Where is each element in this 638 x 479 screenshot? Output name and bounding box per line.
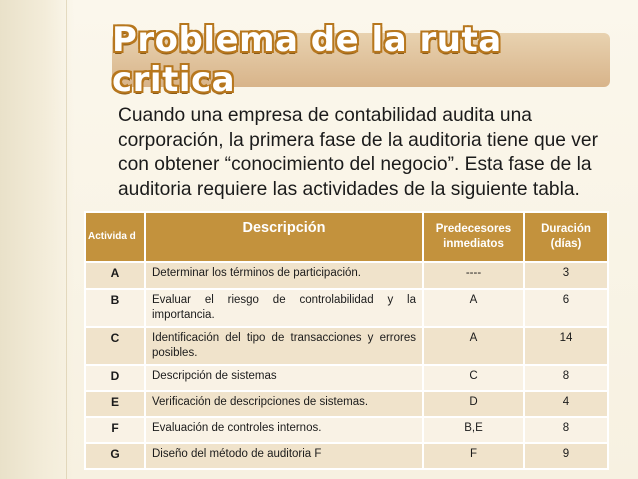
title-banner — [112, 20, 610, 100]
activities-table — [84, 211, 609, 470]
cell-duracion: 8 — [524, 365, 608, 391]
table-row — [85, 262, 608, 289]
cell-predecesores: B,E — [423, 417, 524, 443]
slide-title: Problema de la ruta critica — [112, 20, 502, 100]
table-row — [85, 327, 608, 365]
cell-descripcion: Evaluar el riesgo de controlabilidad y la importancia. — [145, 289, 423, 327]
decorative-side-band — [0, 0, 74, 479]
cell-duracion: 4 — [524, 391, 608, 417]
header-predecesores: Predecesores inmediatos — [423, 212, 524, 262]
decorative-side-line — [66, 0, 67, 479]
cell-duracion: 9 — [524, 443, 608, 469]
intro-paragraph: Cuando una empresa de contabilidad audita una corporación, la primera fase de la auditoria tiene que ver con obtener “conocimiento del negocio”. Esta fase de la auditoria requiere las actividades de la siguiente tabla. — [118, 105, 598, 200]
cell-descripcion: Verificación de descripciones de sistemas. — [145, 391, 423, 417]
cell-actividad: F — [85, 417, 145, 443]
cell-predecesores: A — [423, 327, 524, 365]
cell-descripcion: Determinar los términos de participación. — [145, 262, 423, 289]
cell-actividad: A — [85, 262, 145, 289]
cell-duracion: 6 — [524, 289, 608, 327]
cell-actividad: B — [85, 289, 145, 327]
header-actividad: Activida d — [85, 212, 145, 262]
cell-descripcion: Descripción de sistemas — [145, 365, 423, 391]
header-descripcion: Descripción — [145, 212, 423, 262]
table-row — [85, 417, 608, 443]
cell-duracion: 14 — [524, 327, 608, 365]
table-row — [85, 443, 608, 469]
cell-duracion: 8 — [524, 417, 608, 443]
table-header-row — [85, 212, 608, 262]
cell-actividad: G — [85, 443, 145, 469]
cell-actividad: E — [85, 391, 145, 417]
cell-predecesores: ---- — [423, 262, 524, 289]
cell-descripcion: Diseño del método de auditoria F — [145, 443, 423, 469]
cell-predecesores: C — [423, 365, 524, 391]
cell-predecesores: D — [423, 391, 524, 417]
table-row — [85, 365, 608, 391]
cell-duracion: 3 — [524, 262, 608, 289]
cell-actividad: C — [85, 327, 145, 365]
cell-predecesores: F — [423, 443, 524, 469]
cell-descripcion: Identificación del tipo de transacciones y errores posibles. — [145, 327, 423, 365]
cell-actividad: D — [85, 365, 145, 391]
header-duracion: Duración (días) — [524, 212, 608, 262]
table-row — [85, 391, 608, 417]
cell-descripcion: Evaluación de controles internos. — [145, 417, 423, 443]
table-row — [85, 289, 608, 327]
cell-predecesores: A — [423, 289, 524, 327]
